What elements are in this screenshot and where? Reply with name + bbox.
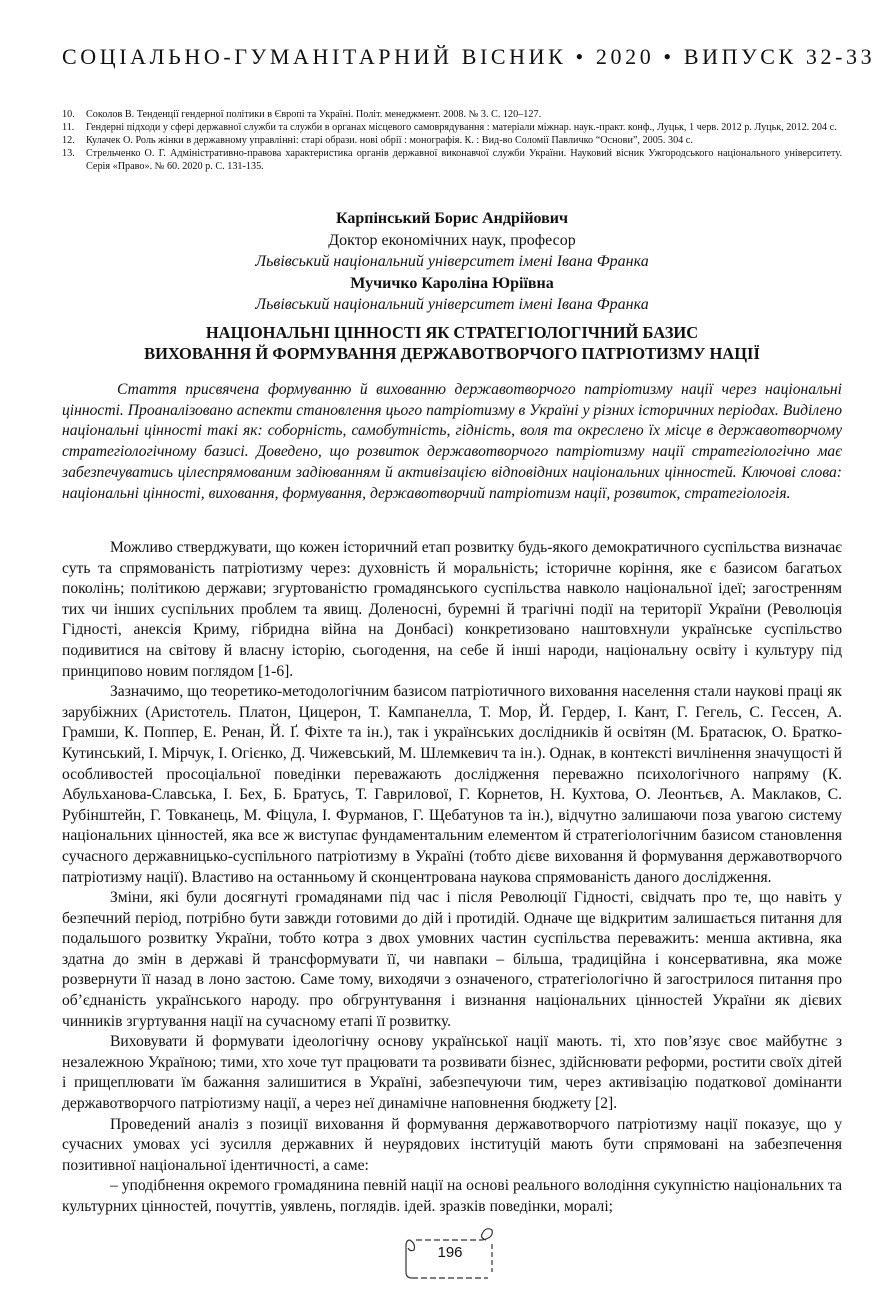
reference-item	[62, 108, 842, 121]
reference-number: 10.	[62, 109, 75, 120]
reference-text: Соколов В. Тенденції гендерної політики в Європі та Україні. Політ. менеджмент. 2008. № 3. С. 120–127.	[86, 109, 542, 120]
reference-number: 13.	[62, 148, 75, 159]
article-body	[62, 538, 842, 1218]
body-paragraph: Проведений аналіз з позиції виховання й формування державотворчого патріотизму нації показує, що у сучасних умовах усі зусилля державних й неурядових інституцій мають бути спрямовані на забезпечення позитивної національної ідентичності, а саме:	[62, 1115, 842, 1174]
reference-item	[62, 134, 842, 147]
reference-number: 12.	[62, 135, 75, 146]
page-number: 196	[437, 1244, 463, 1261]
author-affiliation: Львівський національний університет імені Івана Франка	[255, 253, 649, 270]
list-item: – уподібнення окремого громадянина певній нації на основі реального володіння сукупністю національних та культурних цінностей, почуттів, уявлень, поглядів. ідей. зразків поведінки, моралі;	[62, 1177, 842, 1215]
article-title	[62, 322, 842, 364]
reference-item	[62, 147, 842, 173]
page-number-frame	[402, 1228, 498, 1282]
author-name: Карпінський Борис Андрійович	[335, 210, 569, 227]
reference-text: Гендерні підходи у сфері державної служби та служби в органах місцевого самоврядування : матеріали міжнар. наук.-практ. конф., Луцьк, 1 черв. 2012 р. Луцьк, 2012. 204 с.	[86, 122, 837, 133]
journal-header: СОЦІАЛЬНО-ГУМАНІТАРНИЙ ВІСНИК • 2020 • ВИПУСК 32-33	[62, 44, 876, 69]
body-paragraph: Зазначимо, що теоретико-методологічним базисом патріотичного виховання населення стали наукові праці як зарубіжних (Аристотель. Платон, Цицерон, Т. Кампанелла, Т. Мор, Й. Гердер, І. Кант, Г. Гегель, С. Гессен, А. Грамши, К. Поппер, Е. Ренан, Й. Ґ. Фіхте та ін.), так і українських дослідників й освітян (М. Братасюк, О. Братко-Кутинський, І. Мірчук, І. Огієнко, Д. Чижевський, М. Шлемкевич та ін.). Однак, в контексті вичлінення значущості й особливостей просоціальної поведінки переважають дослідження переважно психологічного напряму (К. Абульханова-Славська, І. Бех, Б. Братусь, Т. Гаврилової, Г. Корнетов, Н. Кухтова, О. Леонтьєв, А. Маклаков, С. Рубінштейн, Г. Товканець, М. Фіцула, І. Фурманов, Г. Щебатунов та ін.), відчутно залишаючи поза увагою систему національних цінностей, яка все ж виступає фундаментальним елементом й стратегіологічним базисом становлення сучасного державницько-суспільного патріотизму в Україні (тобто дієве виховання й формування державотворчого патріотизму нації). Властиво на останньому й сконцентрована наукова спрямованість даного дослідження.	[62, 683, 842, 886]
title-line: НАЦІОНАЛЬНІ ЦІННОСТІ ЯК СТРАТЕГІОЛОГІЧНИЙ БАЗИС	[205, 323, 699, 342]
author-name: Мучичко Кароліна Юріївна	[350, 274, 554, 292]
body-paragraph: Виховувати й формувати ідеологічну основу української нації мають. ті, хто пов’язує своє майбутнє з незалежною Україною; тими, хто хоче тут працювати та розвивати бізнес, здійснювати реформи, ростити своїх дітей і прищеплювати їм бажання залишитися в Україні, забезпечуючи тим, через активізацію податкової домінанти державотворчого патріотизму нації, а через неї динамічне наповнення бюджету [2].	[62, 1033, 842, 1113]
reference-text: Кулачек О. Роль жінки в державному управлінні: старі образи. нові обрії : монографія. К. : Вид-во Соломії Павличко “Основи”, 2005. 304 с.	[86, 135, 693, 146]
reference-list	[62, 108, 842, 173]
title-line: ВИХОВАННЯ Й ФОРМУВАННЯ ДЕРЖАВОТВОРЧОГО ПАТРІОТИЗМУ НАЦІЇ	[144, 344, 760, 363]
reference-item	[62, 121, 842, 134]
abstract: Стаття присвячена формуванню й вихованню державотворчого патріотизму нації через національні цінності. Проаналізовано аспекти становлення цього патріотизму в Україні у різних історичних періодах. Виділено національні цінності такі як: соборність, самобутність, гідність, воля та окреслено їх місце в державотворчому стратегіологічному базисі. Доведено, що розвиток державотворчого патріотизму нації стратегіологічно має забезпечуватись цілеспрямованим задіюванням й активізацією відповідних національних цінностей. Ключові слова: національні цінності, виховання, формування, державотворчий патріотизм нації, розвиток, стратегіологія.	[62, 381, 842, 502]
reference-text: Стрельченко О. Г. Адміністративно-правова характеристика органів державної виконавчої служби України. Науковий вісник Ужгородського національного університету. Серія «Право». № 60. 2020 р. С. 131-135.	[86, 148, 842, 172]
body-paragraph: Можливо стверджувати, що кожен історичний етап розвитку будь-якого демократичного суспільства визначає суть та спрямованість патріотизму через: духовність й моральність; історичне коріння, яке є базисом багатьох поколінь; політикою держави; згуртованістю громадянського суспільства навколо національної ідеї; загостренням тих чи інших суспільних проблем та явищ. Доленосні, буремні й трагічні події на території України (Революція Гідності, анексія Криму, гібридна війна на Донбасі) конкретизовано наштовхнули українське суспільство подивитися на світову й власну історію, сьогодення, на себе й інші народи, національну освіту і культуру під принципово новим поглядом [1-6].	[62, 539, 842, 680]
author-affiliation: Львівський національний університет імені Івана Франка	[255, 296, 649, 313]
author-block	[62, 208, 842, 316]
body-paragraph: Зміни, які були досягнуті громадянами під час і після Революції Гідності, свідчать про те, що навіть у безпечний період, потрібно бути завжди готовими до дій і протидій. Одначе ще відкритим залишається питання для подальшого розвитку України, тобто котра з двох умовних частин суспільства переважить: менша активна, яка здатна до змін в державі й трансформувати її, чи навпаки – більша, традиційна і консервативна, яка може розвернути її назад в лоно застою. Саме тому, виходячи з означеного, стратегіологічно й загострилося питання про об’єднаність українського народу. про обгрунтування і визнання національних цінностей України як дієвих чинників згуртування нації на сучасному етапі її розвитку.	[62, 889, 842, 1030]
author-degree: Доктор економічних наук, професор	[328, 231, 576, 249]
reference-number: 11.	[62, 122, 75, 133]
